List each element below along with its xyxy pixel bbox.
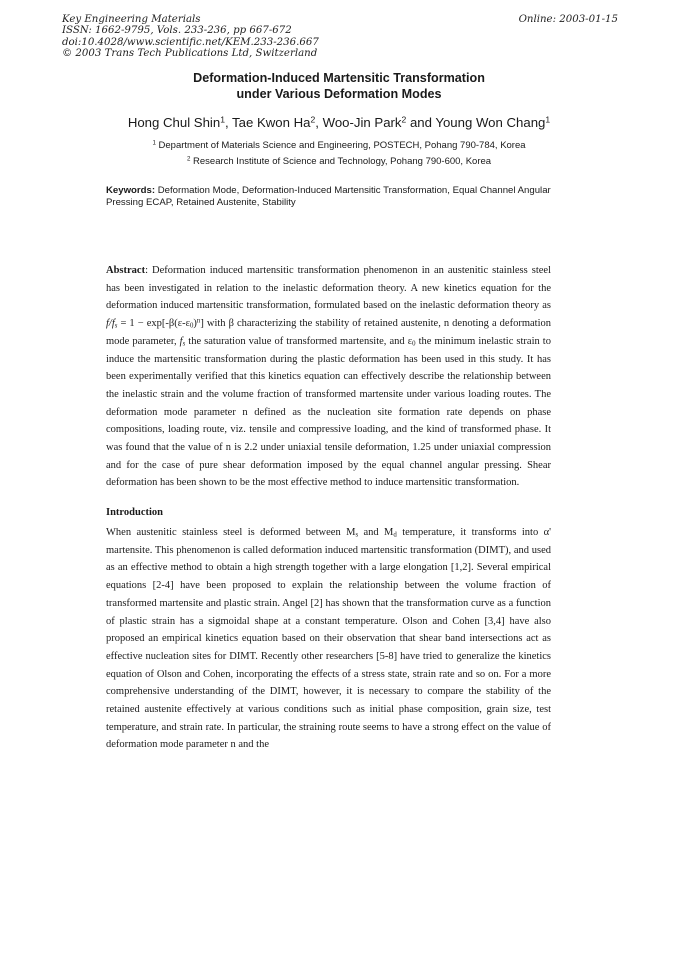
author-affil-mark: 2 (310, 114, 316, 125)
journal-name: Key Engineering Materials (62, 14, 201, 25)
author-name: , Tae Kwon Ha (224, 115, 311, 130)
journal-header (62, 14, 319, 60)
author-name: and Young Won Chang (406, 115, 546, 130)
body-text: and M (358, 527, 394, 538)
section-heading-introduction: Introduction (106, 507, 163, 518)
body-text: When austenitic stainless steel is deformed between M (106, 527, 356, 538)
equation-sub: 0 (190, 322, 194, 330)
affil-mark: 2 (186, 155, 191, 163)
author-list (0, 115, 678, 130)
title-line-1: Deformation-Induced Martensitic Transformation (193, 71, 485, 85)
affiliation-text: Research Institute of Science and Technology, Pohang 790-600, Korea (190, 156, 492, 167)
equation-sub: s (114, 322, 118, 330)
author-affil-mark: 1 (545, 114, 551, 125)
abstract-text: with β characterizing the stability of retained austenite, n denoting a deformation mode parameter, (106, 318, 551, 347)
abstract-label: Abstract (106, 265, 146, 276)
affiliations (0, 138, 678, 170)
affiliation-1 (0, 138, 678, 154)
doi-line[interactable]: doi:10.4028/www.scientific.net/KEM.233-236.667 (62, 36, 319, 48)
keywords (106, 185, 574, 208)
abstract-text: the minimum inelastic strain to induce the martensitic transformation during the plastic deformation has been used in this study. It has been experimentally verified that this kinetics equation can effectively describe the relationship between the inelastic strain and the volume fraction of transformed martensite under various loading routes. The deformation mode parameter n defined as the nucleation site formation rate depends on phase compositions, loading route, viz. tensile and compressive loading, and the kind of transformed phase. It was found that the value of n is 2.2 under uniaxial tensile deformation, 1.25 under uniaxial compression and for the case of pure shear deformation imposed by the equal channel angular pressing. Shear deformation has been shown to be the most effective method to induce martensitic transformation. (106, 335, 551, 489)
body-text: temperature, it transforms into α' martensite. This phenomenon is called deformation induced martensitic transformation (DIMT), and used as an effective method to obtain a high strength together with a large elongation [1,2]. Several empirical equations [2-4] have been proposed to explain the relationship between the volume fraction of transformed martensite and plastic strain. Angel [2] has shown that the transformation curve as a function of plastic strain has a sigmoidal shape at a constant temperature. Olson and Cohen [3,4] have also proposed an empirical kinetics equation based on their observation that shear band intersections act as effective nucleation sites for DIMT. Recently other researchers [5-8] have tried to generalize the kinetics equation of Olson and Cohen, incorporating the effects of a stress state, strain rate and so on. For a more comprehensive understanding of the DIMT, however, it is necessary to compare the stability of the retained austenite effectively at various conditions such as initial phase composition, grain size, test temperature, and strain rate. In particular, the straining route seems to have a strong effect on the value of deformation mode parameter n and the (106, 527, 552, 751)
symbol-sub: s (355, 531, 359, 539)
keywords-text: Deformation Mode, Deformation-Induced Martensitic Transformation, Equal Channel Angular Pressing ECAP, Retained Austenite, Stability (106, 185, 551, 208)
author-affil-mark: 1 (220, 114, 225, 125)
symbol-fs: f (179, 335, 183, 347)
abstract-text: : Deformation induced martensitic transformation phenomenon in an austenitic stainless steel has been investigated in relation to the inelastic deformation theory. A new kinetics equation for the deformation induced martensitic transformation, formulated based on the inelastic deformation theory as (106, 265, 551, 312)
copyright-line: © 2003 Trans Tech Publications Ltd, Switzerland (62, 48, 318, 60)
symbol-sub: s (182, 340, 186, 348)
equation-close: ) (193, 318, 197, 330)
abstract-text: the saturation value of transformed martensite, and ε (185, 335, 413, 347)
equation-mid: = 1 − exp[-β(ε-ε (117, 318, 191, 330)
title-line-2: under Various Deformation Modes (236, 87, 442, 101)
equation-exponent: n (196, 317, 201, 325)
equation-lhs: f/f (106, 318, 115, 330)
author-affil-mark: 2 (401, 114, 407, 125)
introduction-body (106, 524, 551, 754)
abstract (106, 262, 551, 492)
affiliation-2 (0, 154, 678, 170)
symbol-sub: d (393, 531, 397, 539)
keywords-label: Keywords: (106, 185, 156, 196)
equation-end: ] (200, 318, 204, 330)
author-name: Hong Chul Shin (127, 115, 221, 130)
affiliation-text: Department of Materials Science and Engineering, POSTECH, Pohang 790-784, Korea (155, 140, 526, 151)
issn-line: ISSN: 1662-9795, Vols. 233-236, pp 667-672 (62, 25, 292, 37)
online-date: Online: 2003-01-15 (518, 14, 618, 25)
author-name: , Woo-Jin Park (315, 115, 402, 130)
affil-mark: 1 (152, 139, 156, 147)
paper-title (0, 70, 678, 102)
symbol-sub: 0 (412, 340, 416, 348)
